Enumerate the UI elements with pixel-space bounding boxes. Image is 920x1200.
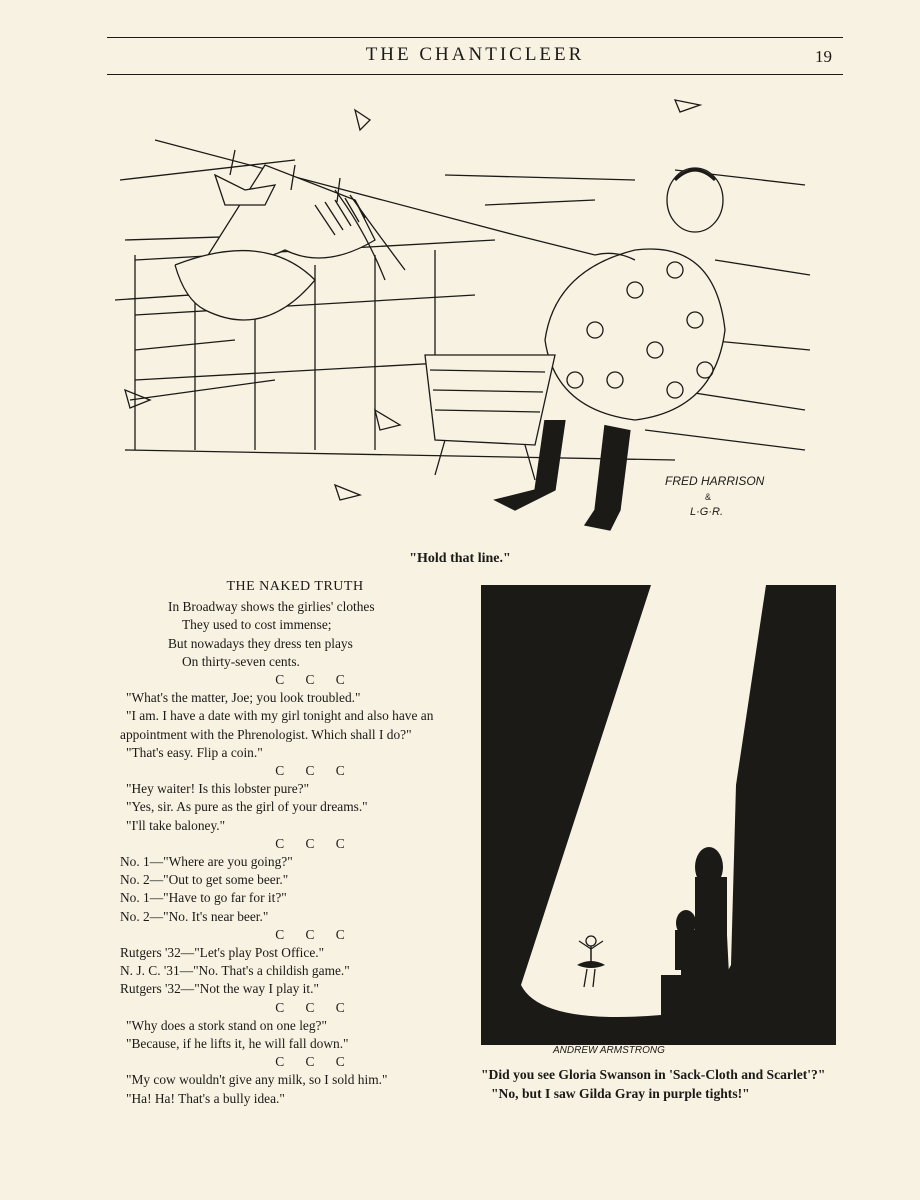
joke-line: "Hey waiter! Is this lobster pure?" [126,781,310,797]
separator: C C C [275,672,345,688]
joke-line: No. 2—"Out to get some beer." [120,872,289,888]
joke-line: No. 1—"Where are you going?" [120,854,293,870]
cartoon2-caption [481,1065,841,1103]
joke-line: "My cow wouldn't give any milk, so I sold him." [126,1072,388,1088]
joke-line: No. 2—"No. It's near beer." [120,908,269,924]
joke-line: "That's easy. Flip a coin." [126,744,263,760]
separator: C C C [275,1054,345,1070]
cartoon1-signature-1: FRED HARRISON [665,474,765,488]
joke-line: N. J. C. '31—"No. That's a childish game." [120,963,350,979]
masthead-title: THE CHANTICLEER [365,44,585,65]
cartoon2-caption-line1: "Did you see Gloria Swanson in 'Sack-Cloth and Scarlet'?" [481,1067,826,1082]
joke-line: "What's the matter, Joe; you look troubled." [126,690,361,706]
joke-line: "Why does a stork stand on one leg?" [126,1017,327,1033]
cartoon1-signature-2: & [705,492,712,502]
cartoon-hold-that-line [115,90,815,540]
jokes-column [120,578,470,1108]
poem-line: On thirty-seven cents. [182,653,300,669]
joke-line: "I'll take baloney." [126,817,226,833]
poem-line: But nowadays they dress ten plays [168,635,353,651]
separator: C C C [275,999,345,1015]
joke-line: No. 1—"Have to go far for it?" [120,890,287,906]
masthead-top-rule [107,37,843,38]
joke-line: Rutgers '32—"Let's play Post Office." [120,945,325,961]
cartoon2-caption-line2: "No, but I saw Gilda Gray in purple tights!" [491,1086,750,1101]
cartoon-spotlight [481,585,836,1055]
joke-line: "Yes, sir. As pure as the girl of your dreams." [126,799,368,815]
joke-line: "I am. I have a date with my girl tonight and also have an appointment with the Phrenologist. Which shall I do?" [120,708,434,742]
poem-line: In Broadway shows the girlies' clothes [168,599,375,615]
masthead-bottom-rule [107,74,843,75]
separator: C C C [275,835,345,851]
joke-line: "Because, if he lifts it, he will fall down." [126,1036,349,1052]
cartoon2-signature: ANDREW ARMSTRONG [553,1045,665,1055]
cartoon1-signature-3: L·G·R. [690,506,723,518]
poem-title: THE NAKED TRUTH [226,579,364,594]
poem-line: They used to cost immense; [182,617,332,633]
cartoon1-caption: "Hold that line." [409,551,511,566]
joke-line: Rutgers '32—"Not the way I play it." [120,981,319,997]
separator: C C C [275,926,345,942]
separator: C C C [275,763,345,779]
joke-line: "Ha! Ha! That's a bully idea." [126,1090,285,1106]
page-number: 19 [815,47,832,66]
